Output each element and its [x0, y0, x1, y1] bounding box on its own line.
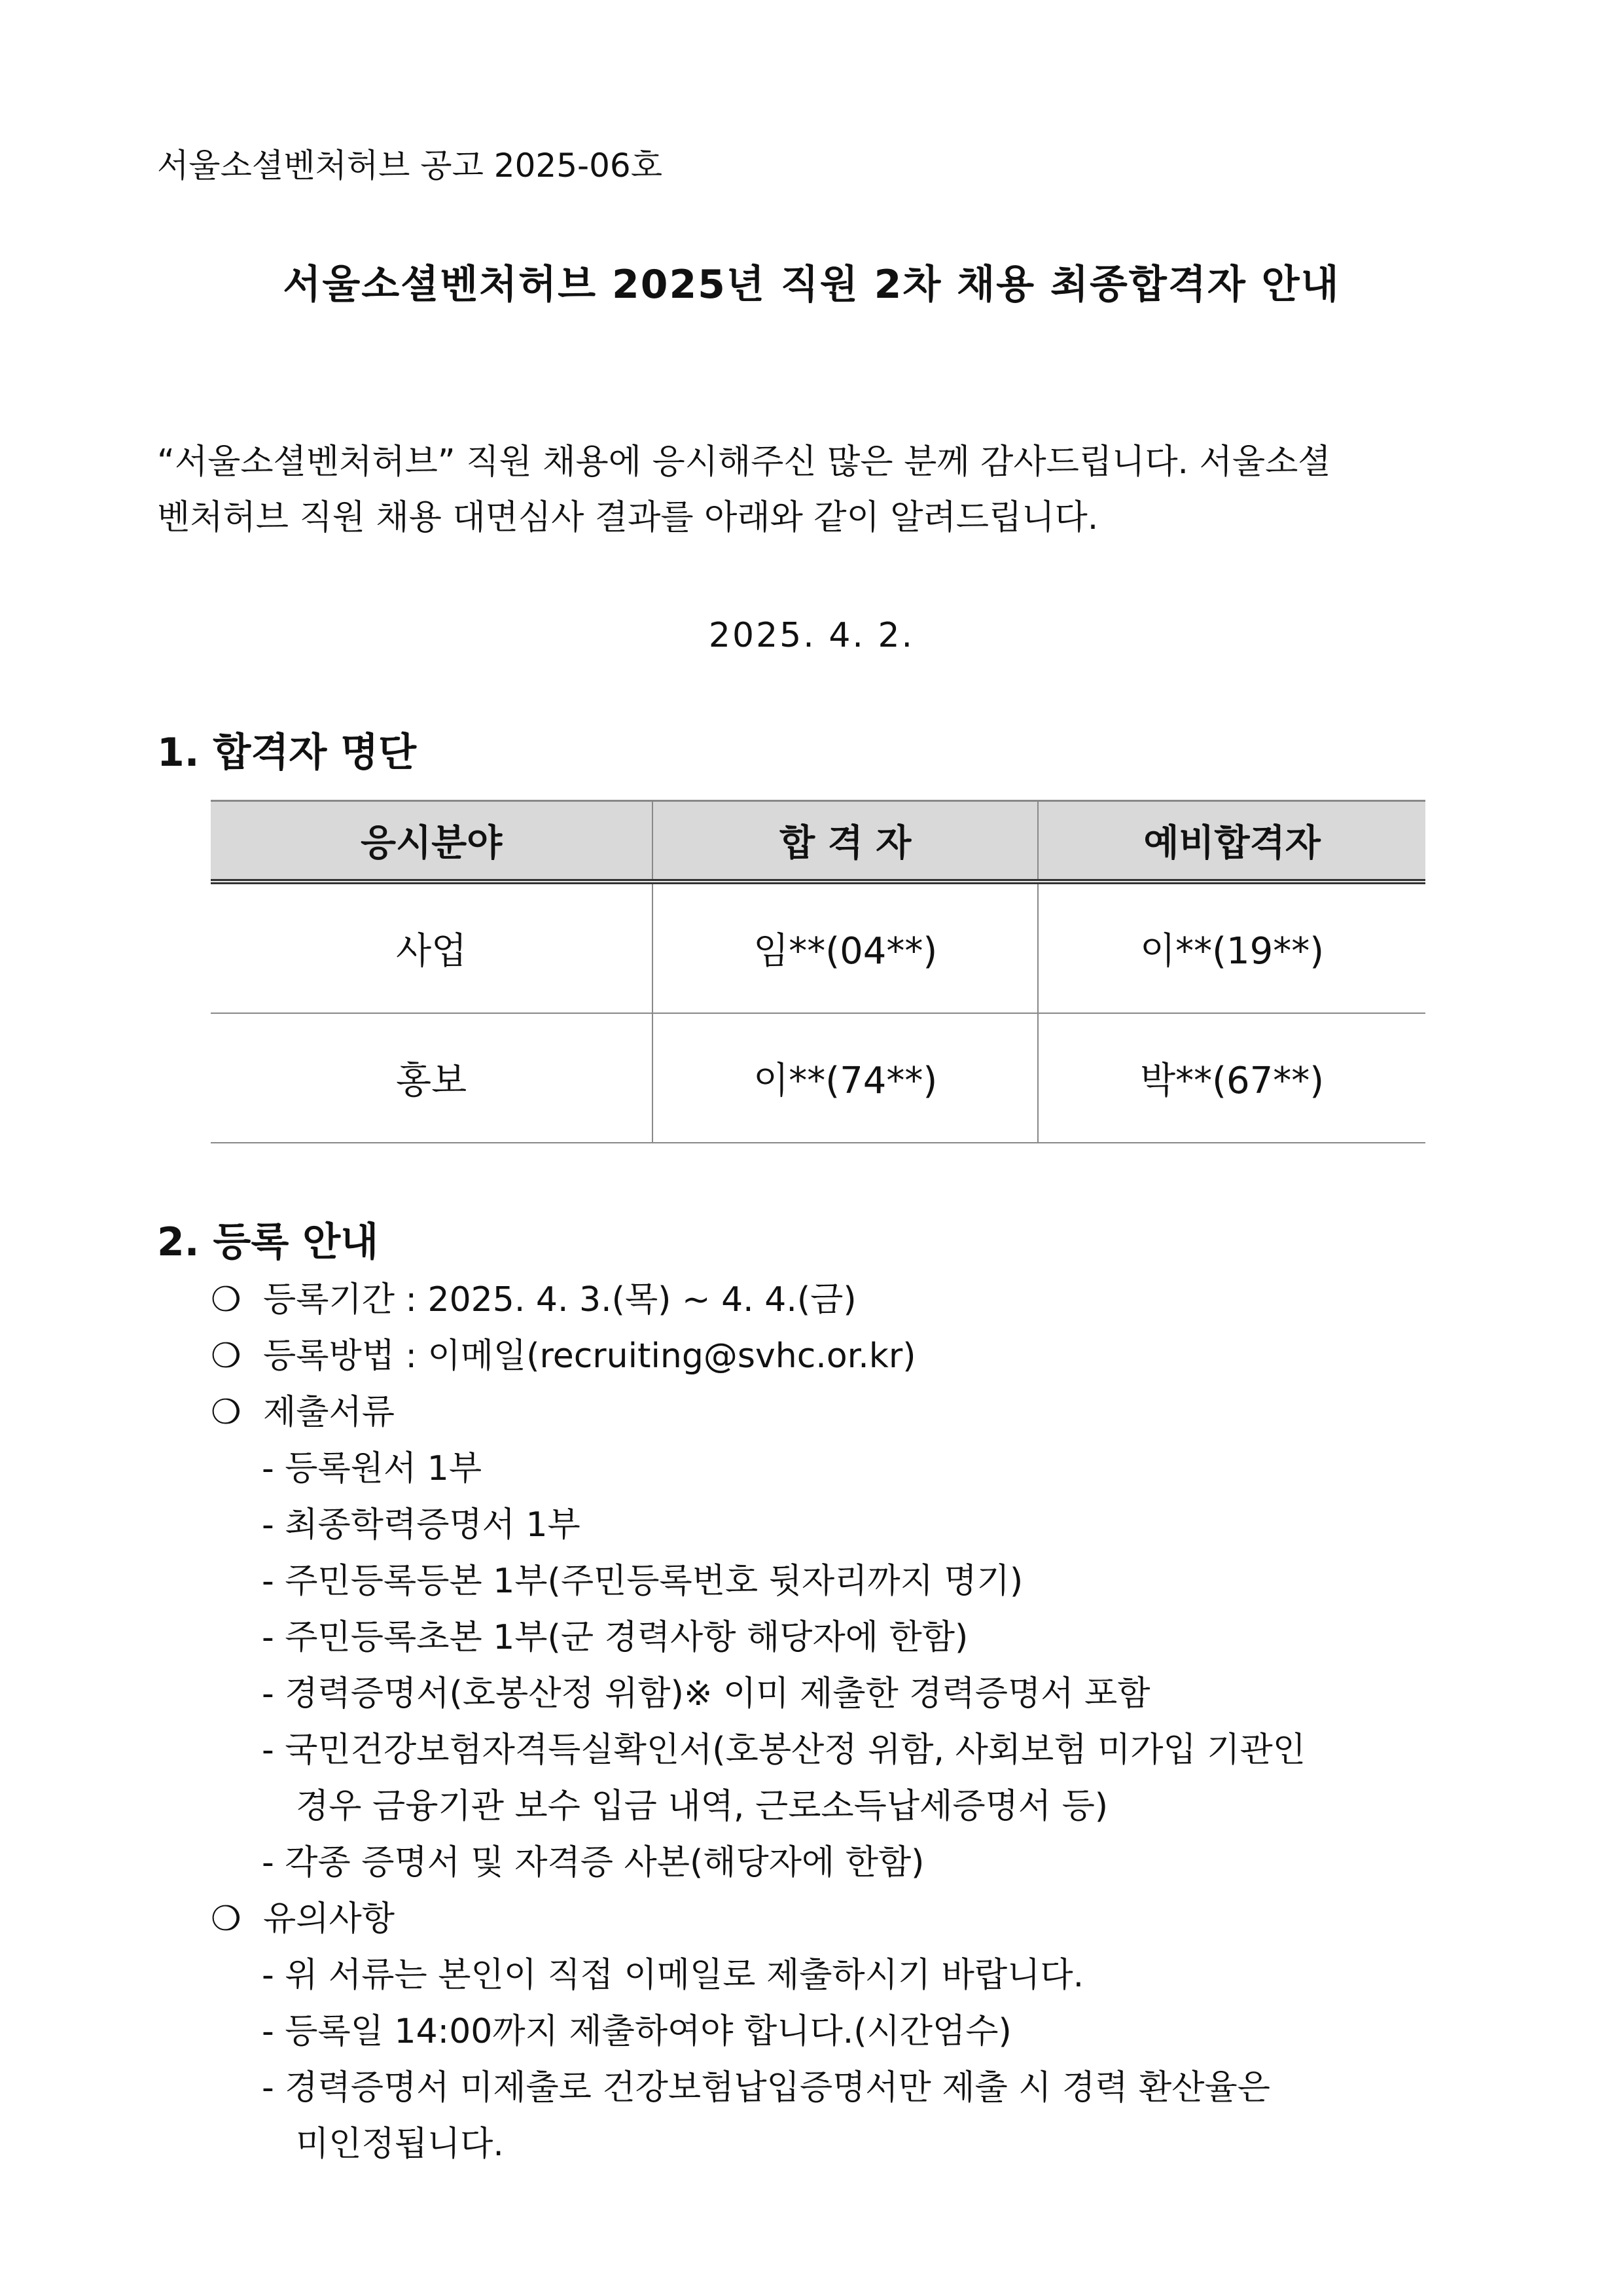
required-documents-label: 제출서류	[263, 1393, 395, 1432]
cell-successful: 임**(04**)	[652, 882, 1038, 1013]
list-item: - 경력증명서(호봉산정 위함)※ 이미 제출한 경력증명서 포함	[262, 1674, 1150, 1713]
header-successful: 합 격 자	[652, 801, 1038, 882]
table-row	[211, 882, 1425, 1013]
cell-field: 홍보	[211, 1013, 652, 1143]
intro-line-1: “서울소셜벤처허브” 직원 채용에 응시해주신 많은 분께 감사드립니다. 서울소셜	[157, 442, 1331, 482]
registration-method-text: 등록방법 : 이메일(recruiting@svhc.or.kr)	[263, 1336, 916, 1376]
bullet-notes	[211, 1899, 395, 1939]
list-item: - 경력증명서 미제출로 건강보험납입증명서만 제출 시 경력 환산율은	[262, 2068, 1270, 2108]
list-item: - 등록일 14:00까지 제출하여야 합니다.(시간엄수)	[262, 2012, 1012, 2051]
document-title: 서울소셜벤처허브 2025년 직원 2차 채용 최종합격자 안내	[283, 262, 1340, 308]
list-item: - 주민등록초본 1부(군 경력사항 해당자에 한함)	[262, 1618, 969, 1657]
cell-reserve: 박**(67**)	[1038, 1013, 1425, 1143]
list-item: - 각종 증명서 및 자격증 사본(해당자에 한함)	[262, 1843, 925, 1882]
list-item: - 국민건강보험자격득실확인서(호봉산정 위함, 사회보험 미가입 기관인	[262, 1731, 1306, 1770]
cell-field: 사업	[211, 882, 652, 1013]
list-item: - 주민등록등본 1부(주민등록번호 뒷자리까지 명기)	[262, 1562, 1024, 1601]
bullet-registration-period	[211, 1280, 857, 1319]
list-item: - 최종학력증명서 1부	[262, 1505, 580, 1545]
cell-reserve: 이**(19**)	[1038, 882, 1425, 1013]
table-row	[211, 1013, 1425, 1143]
registration-period-text: 등록기간 : 2025. 4. 3.(목) ~ 4. 4.(금)	[263, 1280, 857, 1319]
document-date: 2025. 4. 2.	[708, 616, 915, 655]
cell-successful: 이**(74**)	[652, 1013, 1038, 1143]
bullet-required-documents	[211, 1393, 395, 1432]
circle-bullet-icon: ❍	[211, 1899, 241, 1939]
notice-number: 서울소셜벤처허브 공고 2025-06호	[157, 147, 662, 185]
successful-candidates-table	[211, 800, 1425, 1143]
intro-line-2: 벤처허브 직원 채용 대면심사 결과를 아래와 같이 알려드립니다.	[157, 498, 1099, 537]
circle-bullet-icon: ❍	[211, 1393, 241, 1432]
circle-bullet-icon: ❍	[211, 1280, 241, 1319]
bullet-registration-method	[211, 1336, 916, 1376]
list-item-continuation: 미인정됩니다.	[296, 2125, 504, 2164]
section-heading-successful-candidates: 1. 합격자 명단	[157, 730, 417, 776]
list-item: - 위 서류는 본인이 직접 이메일로 제출하시기 바랍니다.	[262, 1956, 1084, 1995]
notes-label: 유의사항	[263, 1899, 395, 1939]
section-heading-registration: 2. 등록 안내	[157, 1219, 379, 1265]
table-header-row	[211, 801, 1425, 882]
header-field: 응시분야	[211, 801, 652, 882]
list-item-continuation: 경우 금융기관 보수 입금 내역, 근로소득납세증명서 등)	[296, 1787, 1109, 1826]
circle-bullet-icon: ❍	[211, 1336, 241, 1376]
header-reserve: 예비합격자	[1038, 801, 1425, 882]
list-item: - 등록원서 1부	[262, 1449, 482, 1488]
